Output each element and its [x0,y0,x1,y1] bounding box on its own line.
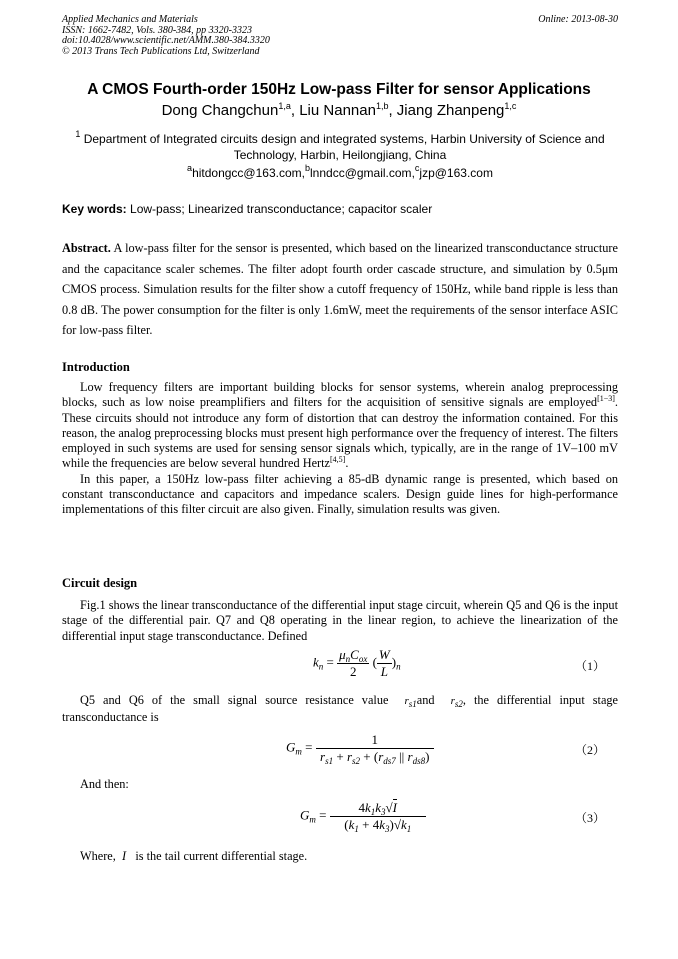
email-sup: c [414,163,420,173]
citation-ref: [4,5] [330,455,346,465]
keywords [62,201,618,217]
paragraph-text: and [416,693,435,707]
keywords-label: Key words: [62,202,127,216]
paragraph-text: Where, [80,849,116,863]
citation-ref: [1−3] [597,394,615,404]
paragraph-text: Low frequency filters are important building blocks for sensor systems, wherein analog preprocessing blocks, such as low noise preamplifiers and filters for the acquisition of sensitive signals are employed [62,380,618,410]
equation-1: $k_n$ = $\frac{\mu_nC_{ox}}{2}$ ( $\frac{W}{L}$ )$_n$ [313,647,401,679]
paragraph-text: And then: [80,777,129,791]
email-sup: a [187,163,193,173]
email-link[interactable]: hitdongcc@163.com [192,166,302,180]
abstract-text: A low-pass filter for the sensor is presented, which based on the linearized transconductance structure and the capacitance scaler schemes. The filter adopt fourth order cascade structure, and simulation by 0.5μm CMOS process. Simulation results for the filter show a cutoff frequency of 150Hz, while band ripple is less than 0.8 dB. The power consumption for the filter is only 1.6mW, meet the requirements of the sensor interface ASIC for low-pass filter. [62,241,618,338]
paragraph-text: . [345,456,349,471]
paragraph [62,380,618,472]
affiliation [62,131,618,163]
equation-2: $G_m$ = $\frac{1}{r_{s1} + r_{s2} + (r_{ds7} || r_{ds8})}$ [286,732,434,765]
author-name: Dong Changchun [161,102,279,119]
abstract-label: Abstract. [62,241,111,255]
author-name: Liu Nannan [299,102,376,119]
author-sup: 1,b [375,101,389,111]
paragraph: In this paper, a 150Hz low-pass filter achieving a 85-dB dynamic range is presented, which based on constant transconductance and capacitors and impedance scalers. Design guide lines for high-performance implementations of this filter circuit are also given. Finally, simulation results was given. [62,471,618,517]
section-heading-circuit-design: Circuit design [62,576,138,590]
author-sup: 1,a [278,101,291,111]
paragraph: Fig.1 shows the linear transconductance of the differential input stage circuit, wherein Q5 and Q6 is the input stage of the differential pair. Q7 and Q8 operating in the linear region, to achieve the linearization of the differential input stage transconductance. Defined [62,598,618,643]
email-link[interactable]: jzp@163.com [419,166,493,180]
email-link[interactable]: lnndcc@gmail.com [310,166,412,180]
circuit-body [62,598,618,644]
author-sup: 1,c [504,101,517,111]
equation-number: （3） [575,811,606,825]
email-list: $^a$hitdongcc@163.com,$^b$lnndcc@gmail.com,$^c$jzp@163.com [187,163,493,180]
paragraph [80,849,307,864]
keywords-text: Low-pass; Linearized transconductance; capacitor scaler [126,202,433,216]
paper-title: A CMOS Fourth-order 150Hz Low-pass Filter for sensor Applications [87,81,591,98]
section-heading-introduction: Introduction [62,360,130,374]
affiliation-text: Department of Integrated circuits design and integrated systems, Harbin University of Science and Technology, Harbin, Heilongjiang, China [83,132,605,162]
affiliation-sup: 1 [75,129,81,139]
paragraph-text: Q5 and Q6 of the small signal source resistance value [80,693,389,707]
online-date: Online: 2013-08-30 [538,14,618,25]
equation-number: （2） [575,743,606,757]
paragraph-text: , the differential input stage transconductance is [62,693,619,724]
paragraph-text: . These circuits should not introduce any form of distortion that can destroy the information contained. For this reason, the analog preprocessing blocks must present high performance over the frequency of interest. The filters employed in such systems are used for sensing sensor signals which, typically, are in the range of 1V–100 mV while the frequencies are below several hundred Hertz [62,395,619,471]
equation-number: （1） [575,659,606,673]
journal-name: Applied Mechanics and Materials [62,14,198,25]
email-sup: b [304,163,310,173]
paragraph-text: is the tail current differential stage. [135,849,308,863]
introduction-body [62,380,618,518]
author-name: Jiang Zhanpeng [396,102,505,119]
journal-header [62,15,618,57]
copyright-line: © 2013 Trans Tech Publications Ltd, Switzerland [62,45,260,57]
variable: I [122,849,127,863]
doi-line: doi:10.4028/www.scientific.net/AMM.380-384.3320 [62,35,270,46]
issn-line: ISSN: 1662-7482, Vols. 380-384, pp 3320-3323 [62,24,252,36]
paragraph: Q5 and Q6 of the small signal source resistance value $r_{s1}and$ $r_{s2}$, the differential input stage transconductance is [62,693,619,724]
abstract [62,238,618,341]
equation-3: $G_m$ = $\frac{4k_1k_3√I}{(k_1 + 4k_3)√k_1}$ [300,800,426,833]
author-list: Dong Changchun$^{1,a}$, Liu Nannan$^{1,b}$, Jiang Zhanpeng$^{1,c}$ [161,101,517,119]
